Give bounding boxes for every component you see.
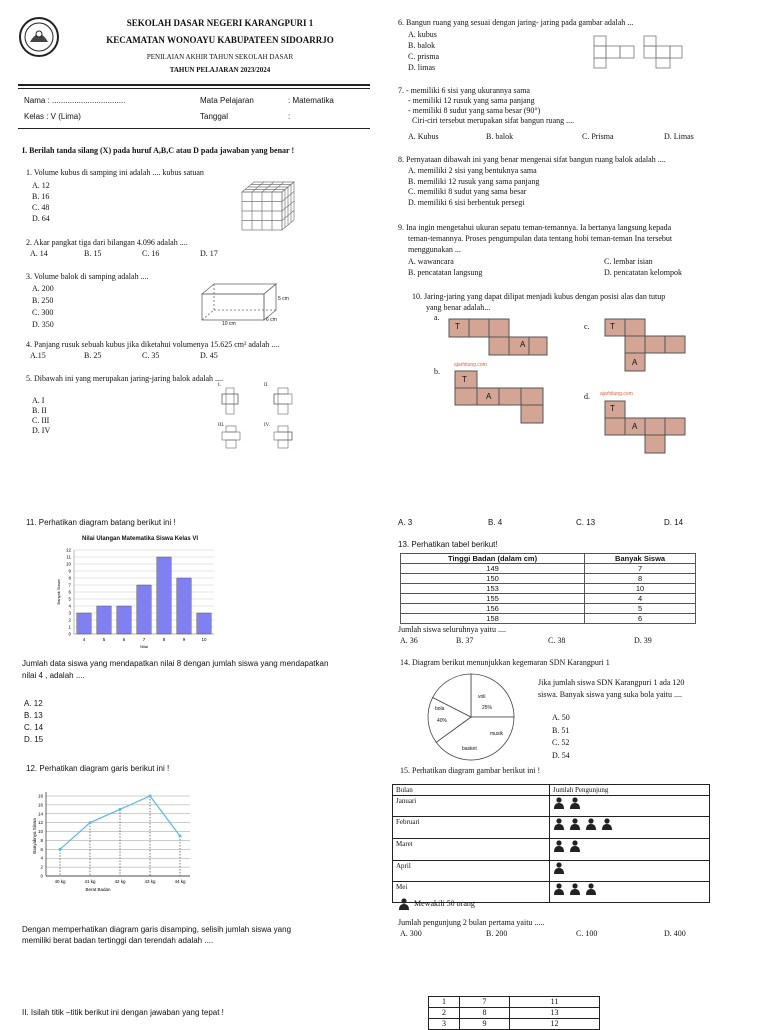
q14-option-b[interactable]: B. 51: [552, 725, 570, 735]
q3-options: [32, 283, 54, 331]
q12-question: [22, 924, 291, 946]
q14-options: [552, 712, 570, 762]
pie-label-musik: musik: [490, 731, 504, 737]
number-cell: 3: [429, 1019, 460, 1030]
mapel-label: Mata Pelajaran: [200, 96, 254, 105]
q7-line-1: 7. - memiliki 6 sisi yang ukurannya sama: [398, 86, 530, 95]
legend-text: Mewakili 50 orang: [414, 898, 475, 908]
q14-question-line-1: Jika jumlah siswa SDN Karangpuri 1 ada 120: [538, 678, 685, 687]
logo-emblem-icon: [18, 16, 60, 58]
line-y-tick-label: 8: [40, 837, 43, 843]
q8-text: 8. Pernyataan dibawah ini yang benar mengenai sifat bangun ruang balok adalah ....: [398, 155, 666, 164]
kelas-label: Kelas : V (Lima): [24, 112, 81, 121]
bar-y-tick-label: 11: [66, 554, 71, 560]
bar-x-tick-label: 10: [201, 637, 207, 642]
height-table: [400, 553, 696, 624]
school-logo: [18, 16, 60, 58]
line-y-tick-label: 6: [40, 846, 43, 852]
q11-text: 11. Perhatikan diagram batang berikut ini !: [26, 518, 176, 527]
table-row: [401, 564, 696, 574]
q5-option-d[interactable]: D. IV: [32, 426, 51, 435]
month-cell: Februari: [393, 817, 550, 839]
q9-option-d[interactable]: D. pencatatan kelompok: [604, 268, 682, 277]
q9-option-b[interactable]: B. pencatatan langsung: [408, 268, 483, 277]
table-row: [401, 594, 696, 604]
q10-lines: [412, 291, 665, 313]
pictogram-cell: [550, 796, 710, 817]
number-cell: 8: [460, 1008, 510, 1019]
count-cell: 10: [585, 584, 696, 594]
pictogram-cell: [550, 817, 710, 839]
q7-line-2: - memiliki 12 rusuk yang sama panjang: [408, 96, 535, 105]
person-icon: [553, 818, 565, 830]
bar-8: [157, 557, 171, 634]
q7-option-d[interactable]: D. Limas: [664, 132, 694, 141]
line-y-tick-label: 4: [40, 855, 43, 861]
q8-option-c[interactable]: C. memiliki 8 sudut yang sama besar: [408, 187, 527, 196]
q7-option-b[interactable]: B. balok: [486, 132, 514, 141]
person-icon: [585, 883, 597, 895]
q1-option-c[interactable]: C. 48: [32, 203, 50, 212]
q9-lines: [398, 222, 748, 255]
bar-y-tick-label: 4: [68, 603, 71, 609]
q14-option-d[interactable]: D. 54: [552, 750, 570, 760]
number-cell: 1: [429, 997, 460, 1008]
line-point-41-kg: [89, 821, 92, 824]
q12-question-line-1: Dengan memperhatikan diagram garis disamping, selisih jumlah siswa yang: [22, 925, 292, 934]
bar-y-tick-label: 9: [68, 568, 71, 574]
q4-option-d[interactable]: D. 45: [200, 351, 218, 360]
table-row: [393, 839, 710, 861]
pictogram-cell: [550, 861, 710, 882]
line-x-tick-label: 40 kg: [54, 879, 66, 884]
q10-c-bottom-mark: A: [632, 358, 638, 367]
tanggal-value[interactable]: :: [288, 112, 291, 121]
q11-option-a[interactable]: A. 12: [24, 699, 43, 708]
bar-y-tick-label: 1: [68, 624, 71, 630]
q13-option-c[interactable]: C. 38: [548, 636, 566, 645]
count-cell: 8: [585, 574, 696, 584]
line-x-tick-label: 42 kg: [114, 879, 126, 884]
q7-line-4: Ciri-ciri tersebut merupakan sifat bangun ruang ....: [412, 116, 575, 125]
q13-option-b[interactable]: B. 37: [456, 636, 474, 645]
height-cell: 155: [401, 594, 585, 604]
q11-question-line-1: Jumlah data siswa yang mendapatkan nilai 8 dengan jumlah siswa yang mendapatkan: [22, 659, 329, 668]
line-point-43-kg: [149, 795, 152, 798]
q15-text: 15. Perhatikan diagram gambar berikut ini !: [400, 766, 541, 775]
q7-option-a[interactable]: A. Kubus: [408, 132, 439, 141]
q10-watermark-2: ajarhitung.com: [600, 391, 633, 397]
q9-line-2: teman-temannya. Proses pengumpulan data tentang hobi teman-teman Ina tersebut: [408, 234, 673, 243]
bar-y-tick-label: 2: [68, 617, 71, 623]
line-x-axis-label: Berat Badan: [85, 887, 111, 892]
bar-y-tick-label: 7: [68, 582, 71, 588]
person-icon: [569, 840, 581, 852]
count-cell: 7: [585, 564, 696, 574]
number-cell: 2: [429, 1008, 460, 1019]
month-cell: Maret: [393, 839, 550, 861]
bar-4: [77, 613, 91, 634]
q5-nets-figure: [216, 380, 316, 450]
q13-option-d[interactable]: D. 39: [634, 636, 652, 645]
table-row: [393, 817, 710, 839]
pictogram-legend: [398, 898, 475, 910]
q1-text: 1. Volume kubus di samping ini adalah .... kubus satuan: [26, 168, 204, 177]
q13-question: Jumlah siswa seluruhnya yaitu ....: [398, 625, 506, 634]
count-cell: 5: [585, 604, 696, 614]
q5-option-a[interactable]: A. I: [32, 396, 45, 405]
q5-label-3: III.: [218, 423, 225, 428]
q11-question-line-2: nilai 4 , adalah ....: [22, 671, 85, 680]
q13-text: 13. Perhatikan tabel berikut!: [398, 540, 498, 549]
bar-x-tick-label: 4: [82, 637, 86, 642]
q15-question: Jumlah pengunjung 2 bulan pertama yaitu .....: [398, 918, 545, 927]
q11-top-option-c[interactable]: C. 13: [576, 518, 596, 527]
q11-options: [24, 698, 43, 746]
q10-a-bottom-mark: A: [520, 340, 526, 349]
q14-question: [538, 677, 684, 701]
person-icon: [553, 797, 565, 809]
q4-text: 4. Panjang rusuk sebuah kubus jika diketahui volumenya 15.625 cm³ adalah ....: [26, 340, 280, 349]
school-year: TAHUN PELAJARAN 2023/2024: [169, 66, 271, 74]
q7-line-3: - memiliki 8 sudut yang sama besar (90°): [408, 106, 541, 115]
section1-title: I. Berilah tanda silang (X) pada huruf A,B,C atau D pada jawaban yang benar !: [22, 146, 295, 155]
q10-b-bottom-mark: A: [486, 392, 492, 401]
q5-options: [32, 396, 50, 436]
pictogram-header-count: Jumlah Pengunjung: [550, 785, 710, 796]
q8-option-b[interactable]: B. memiliki 12 rusuk yang sama panjang: [408, 176, 540, 186]
q11-option-c[interactable]: C. 14: [24, 723, 44, 732]
q5-label-2: II.: [264, 383, 269, 388]
number-cell: 9: [460, 1019, 510, 1030]
table-row: [393, 861, 710, 882]
q6-text: 6. Bangun ruang yang sesuai dengan jaring- jaring pada gambar adalah ...: [398, 18, 634, 27]
q11-question: [22, 658, 328, 682]
q11-option-d[interactable]: D. 15: [24, 735, 44, 744]
bar-x-tick-label: 9: [182, 637, 186, 642]
line-point-40-kg: [59, 848, 62, 851]
table-row: [429, 1019, 600, 1030]
bar-chart-title: Nilai Ulangan Matematika Siswa Kelas VI: [82, 536, 199, 542]
bar-7: [137, 585, 151, 634]
q1-option-d[interactable]: D. 64: [32, 214, 50, 223]
q1-option-b[interactable]: B. 16: [32, 192, 50, 201]
number-cell: 7: [460, 997, 510, 1008]
q10-b-top-mark: T: [462, 375, 467, 384]
q6-nets-figure: [592, 34, 742, 70]
person-icon: [553, 862, 565, 874]
number-cell: 12: [510, 1019, 600, 1030]
bar-y-tick-label: 6: [68, 589, 71, 595]
q7-lines: [398, 86, 574, 126]
q5-option-c[interactable]: C. III: [32, 416, 50, 425]
q6-option-d[interactable]: D. limas: [408, 63, 436, 72]
bar-chart: [54, 544, 220, 650]
bar-y-axis-label: Banyak Siswa: [56, 579, 61, 605]
q6-option-b[interactable]: B. balok: [408, 41, 436, 50]
line-y-tick-label: 2: [40, 864, 43, 870]
q2-text: 2. Akar pangkat tiga dari bilangan 4.096 adalah ....: [26, 238, 188, 247]
line-x-tick-label: 41 kg: [84, 879, 96, 884]
pictogram-cell: [550, 839, 710, 861]
q5-label-1: I.: [218, 383, 221, 388]
q11-top-option-a[interactable]: A. 3: [398, 518, 413, 527]
q3-text: 3. Volume balok di samping adalah ....: [26, 272, 149, 281]
q10-net-a: [448, 318, 548, 358]
line-y-axis-label: Banyaknya Siswa: [32, 818, 37, 854]
bar-y-tick-label: 10: [65, 561, 71, 567]
height-table-header-count: Banyak Siswa: [585, 554, 696, 564]
person-icon: [553, 883, 565, 895]
month-cell: Januari: [393, 796, 550, 817]
q3-option-b[interactable]: B. 250: [32, 296, 54, 305]
q14-option-c[interactable]: C. 52: [552, 738, 570, 747]
bar-9: [177, 578, 191, 634]
bar-y-tick-label: 5: [68, 596, 71, 602]
q6-option-a[interactable]: A. kubus: [408, 30, 437, 39]
q15-option-d[interactable]: D. 400: [664, 929, 686, 938]
month-cell: Mei: [393, 882, 550, 903]
q10-label-b[interactable]: b.: [434, 367, 440, 376]
q12-question-line-2: memiliki berat badan tertinggi dan terendah adalah ....: [22, 936, 214, 945]
line-chart: [30, 786, 200, 896]
number-table: [428, 996, 600, 1030]
q8-option-d[interactable]: D. memiliki 6 sisi berbentuk persegi: [408, 197, 525, 207]
school-name: SEKOLAH DASAR NEGERI KARANGPURI 1: [126, 18, 314, 28]
line-y-tick-label: 16: [37, 802, 43, 808]
cube-4x4x4-figure: [240, 180, 300, 232]
q8-options: [408, 166, 539, 208]
tanggal-label: Tanggal: [200, 112, 229, 121]
line-x-tick-label: 43 kg: [144, 879, 156, 884]
bar-y-tick-label: 0: [68, 631, 71, 637]
q2-option-b[interactable]: B. 15: [84, 249, 102, 258]
height-cell: 150: [401, 574, 585, 584]
district-name: KECAMATAN WONOAYU KABUPATEEN SIDOARRJO: [106, 35, 334, 45]
height-cell: 153: [401, 584, 585, 594]
bar-y-tick-label: 8: [68, 575, 71, 581]
q11-option-b[interactable]: B. 13: [24, 711, 43, 720]
person-icon: [553, 840, 565, 852]
line-y-tick-label: 10: [37, 829, 43, 835]
q10-label-a[interactable]: a.: [434, 313, 440, 322]
line-point-42-kg: [119, 808, 122, 811]
q14-text: 14. Diagram berikut menunjukkan kegemaran SDN Karangpuri 1: [400, 658, 610, 667]
q12-text: 12. Perhatikan diagram garis berikut ini !: [26, 764, 170, 773]
header-divider: [18, 84, 370, 89]
table-row: [429, 1008, 600, 1019]
q1-options: [32, 180, 50, 224]
q3-option-d[interactable]: D. 350: [32, 320, 54, 329]
q10-d-top-mark: T: [610, 404, 615, 413]
bar-y-tick-label: 3: [68, 610, 71, 616]
q10-net-d: [604, 400, 694, 456]
person-icon: [569, 818, 581, 830]
height-table-header-height: Tinggi Badan (dalam cm): [401, 554, 585, 564]
person-icon: [569, 883, 581, 895]
bar-x-axis-label: Nilai: [140, 644, 148, 649]
height-cell: 158: [401, 614, 585, 624]
person-icon: [601, 818, 613, 830]
count-cell: 6: [585, 614, 696, 624]
q8-option-a[interactable]: A. memiliki 2 sisi yang bentuknya sama: [408, 166, 537, 175]
line-point-44-kg: [179, 835, 182, 838]
q5-label-4: IV.: [264, 423, 270, 428]
q2-option-c[interactable]: C. 16: [142, 249, 160, 258]
count-cell: 4: [585, 594, 696, 604]
number-cell: 13: [510, 1008, 600, 1019]
q3-dim-width: 6 cm: [266, 317, 277, 323]
pie-label-voli-pct: 25%: [482, 705, 493, 711]
bar-x-tick-label: 6: [122, 637, 126, 642]
month-cell: April: [393, 861, 550, 882]
q4-option-b[interactable]: B. 25: [84, 351, 102, 360]
q3-dim-height: 5 cm: [278, 296, 289, 302]
q11-top-option-d[interactable]: D. 14: [664, 518, 684, 527]
q1-option-a[interactable]: A. 12: [32, 181, 50, 190]
q10-watermark-1: ajarhitung.com: [454, 362, 487, 368]
q11-top-option-b[interactable]: B. 4: [488, 518, 503, 527]
pie-label-voli: voli: [478, 694, 486, 700]
q10-c-top-mark: T: [610, 322, 615, 331]
number-cell: 11: [510, 997, 600, 1008]
q10-a-top-mark: T: [455, 322, 460, 331]
pie-label-bola-pct: 40%: [437, 718, 448, 724]
q10-d-bottom-mark: A: [632, 422, 638, 431]
person-icon: [569, 797, 581, 809]
q5-text: 5. Dibawah ini yang merupakan jaring-jaring balok adalah ....: [26, 374, 224, 383]
pictogram-cell: [550, 882, 710, 903]
visitor-pictogram-table: [392, 784, 710, 903]
q6-option-c[interactable]: C. prisma: [408, 52, 440, 61]
bar-5: [97, 606, 111, 634]
q4-option-c[interactable]: C. 35: [142, 351, 160, 360]
q3-option-a[interactable]: A. 200: [32, 284, 54, 293]
q9-line-1: 9. Ina ingin mengetahui ukuran sepatu teman-temannya. Ia bertanya langsung kepada: [398, 223, 672, 232]
info-divider: [18, 128, 370, 129]
q14-question-line-2: siswa. Banyak siswa yang suka bola yaitu ....: [538, 690, 682, 699]
q15-option-c[interactable]: C. 100: [576, 929, 598, 938]
table-row: [401, 604, 696, 614]
height-cell: 149: [401, 564, 585, 574]
q14-option-a[interactable]: A. 50: [552, 713, 570, 722]
q13-option-a[interactable]: A. 36: [400, 636, 418, 645]
exam-name: PENILAIAN AKHIR TAHUN SEKOLAH DASAR: [146, 53, 294, 61]
q10-net-b: [454, 370, 546, 426]
q9-option-c[interactable]: C. lembar isian: [604, 257, 653, 266]
q15-option-a[interactable]: A. 300: [400, 929, 422, 938]
pie-label-basket: basket: [462, 746, 477, 752]
height-cell: 156: [401, 604, 585, 614]
nama-field[interactable]: Nama : .................................: [24, 96, 126, 105]
table-row: [401, 614, 696, 624]
person-icon: [398, 898, 410, 910]
q2-option-d[interactable]: D. 17: [200, 249, 218, 258]
line-y-tick-label: 18: [37, 793, 43, 799]
q10-label-c[interactable]: c.: [584, 322, 590, 331]
q10-line-1: 10. Jaring-jaring yang dapat dilipat menjadi kubus dengan posisi alas dan tutup: [412, 292, 666, 301]
bar-y-tick-label: 12: [65, 547, 71, 553]
q10-net-c: [604, 318, 694, 374]
q3-dim-length: 10 cm: [222, 321, 236, 327]
q15-option-b[interactable]: B. 200: [486, 929, 508, 938]
q9-line-3: menggunakan ...: [408, 245, 461, 254]
q10-line-2: yang benar adalah...: [426, 303, 491, 312]
table-row: [429, 997, 600, 1008]
person-icon: [585, 818, 597, 830]
section2-title: II. Isilah titik –titik berikut ini dengan jawaban yang tepat !: [22, 1008, 224, 1017]
line-y-tick-label: 0: [40, 873, 43, 879]
bar-x-tick-label: 5: [102, 637, 106, 642]
table-row: [393, 796, 710, 817]
q10-label-d[interactable]: d.: [584, 392, 590, 401]
pie-label-bola: bola: [435, 706, 445, 712]
q9-option-a[interactable]: A. wawancara: [408, 257, 454, 266]
line-x-tick-label: 44 kg: [174, 879, 186, 884]
q6-options: [408, 29, 439, 73]
bar-6: [117, 606, 131, 634]
table-row: [401, 574, 696, 584]
mapel-value: : Matematika: [288, 96, 334, 105]
q2-option-a[interactable]: A. 14: [30, 249, 48, 258]
bar-x-tick-label: 8: [162, 637, 166, 642]
q4-option-a[interactable]: A.15: [30, 351, 46, 360]
table-row: [401, 584, 696, 594]
line-y-tick-label: 14: [37, 811, 43, 817]
pictogram-header-month: Bulan: [393, 785, 550, 796]
q7-option-c[interactable]: C. Prisma: [582, 132, 614, 141]
bar-x-tick-label: 7: [142, 637, 146, 642]
q3-option-c[interactable]: C. 300: [32, 308, 54, 317]
bar-10: [197, 613, 211, 634]
line-y-tick-label: 12: [37, 820, 43, 826]
q5-option-b[interactable]: B. II: [32, 406, 47, 415]
